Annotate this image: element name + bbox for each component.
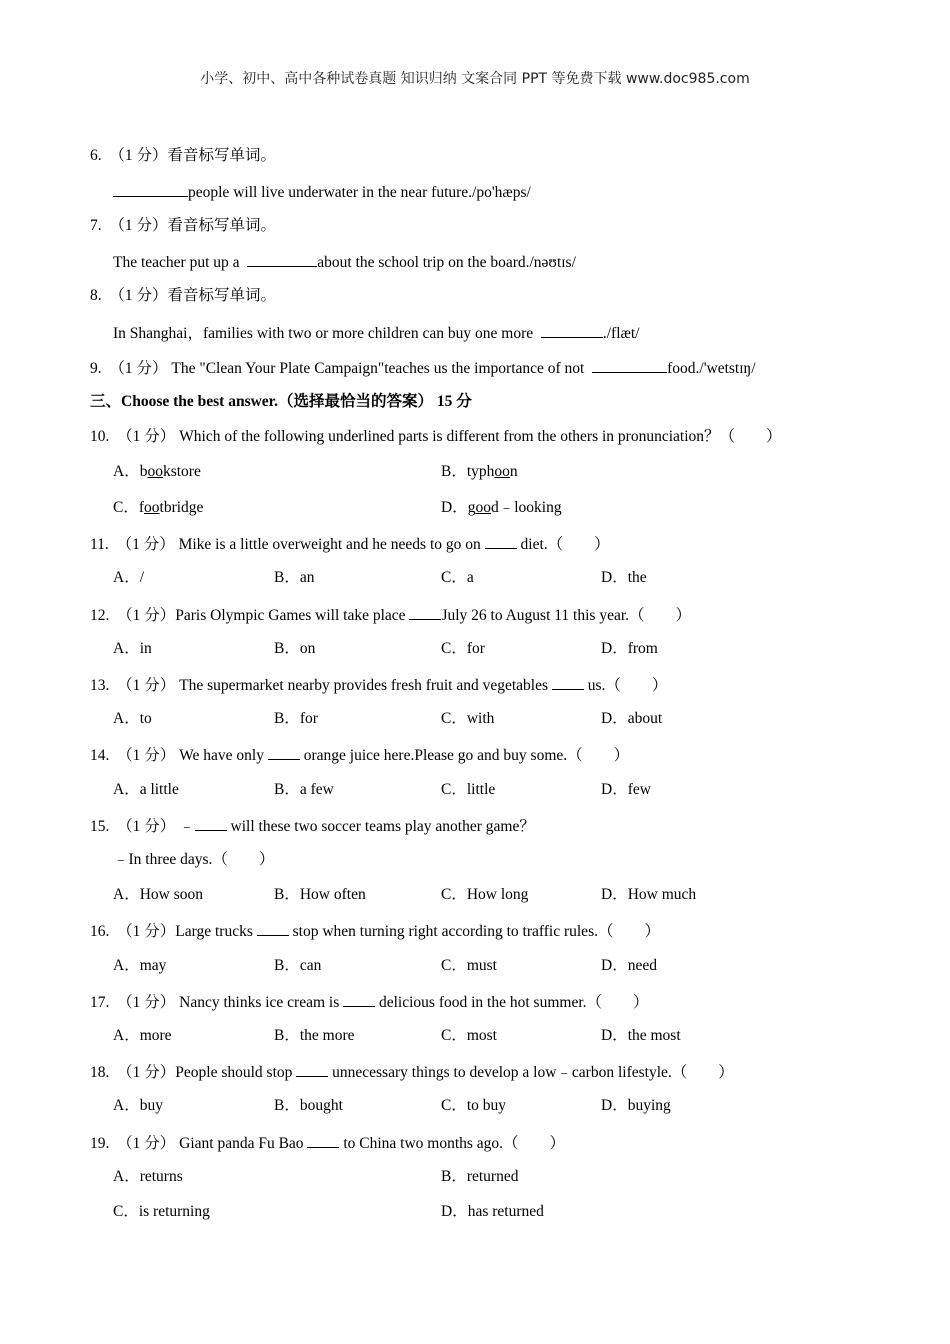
- answer-blank: [195, 815, 227, 831]
- answer-blank: [257, 920, 289, 936]
- option-a[interactable]: A．/: [113, 569, 145, 586]
- option-b[interactable]: B．typhoon: [441, 463, 518, 480]
- question-14: 14. （1 分） We have only orange juice here.Please go and buy some.（ ）: [90, 744, 629, 766]
- option-d[interactable]: D．the most: [601, 1027, 681, 1044]
- question-19: 19. （1 分） Giant panda Fu Bao to China two months ago.（ ）: [90, 1132, 565, 1154]
- option-c[interactable]: C．How long: [441, 886, 529, 903]
- option-b[interactable]: B．bought: [274, 1097, 343, 1114]
- option-b[interactable]: B．on: [274, 640, 316, 657]
- option-c[interactable]: C．footbridge: [113, 499, 204, 516]
- question-11: 11. （1 分） Mike is a little overweight and he needs to go on diet.（ ）: [90, 533, 610, 555]
- question-6-body: people will live underwater in the near future./po'hæps/: [113, 181, 531, 203]
- option-a[interactable]: A．more: [113, 1027, 172, 1044]
- option-d[interactable]: D．from: [601, 640, 658, 657]
- option-d[interactable]: D．need: [601, 957, 657, 974]
- question-10: 10. （1 分） Which of the following underlined parts is different from the others in pronunciation？（ ）: [90, 428, 782, 445]
- answer-blank[interactable]: [592, 357, 667, 373]
- option-d[interactable]: D．few: [601, 781, 651, 798]
- option-d[interactable]: D．has returned: [441, 1203, 544, 1220]
- option-b[interactable]: B．for: [274, 710, 318, 727]
- question-12: 12. （1 分）Paris Olympic Games will take place July 26 to August 11 this year.（ ）: [90, 604, 691, 626]
- option-d[interactable]: D．good﹣looking: [441, 499, 562, 516]
- question-8-body: In Shanghai，families with two or more children can buy one more ./flæt/: [113, 322, 639, 344]
- section-title: 三、Choose the best answer.（选择最恰当的答案） 15 分: [90, 393, 472, 410]
- answer-blank[interactable]: [247, 251, 317, 267]
- answer-blank: [296, 1061, 328, 1077]
- option-b[interactable]: B．returned: [441, 1168, 519, 1185]
- option-c[interactable]: C．to buy: [441, 1097, 507, 1114]
- option-b[interactable]: B．an: [274, 569, 315, 586]
- option-c[interactable]: C．must: [441, 957, 497, 974]
- option-b[interactable]: B．How often: [274, 886, 366, 903]
- question-9: 9. （1 分） The "Clean Your Plate Campaign"teaches us the importance of not food./'wetstɪŋ/: [90, 357, 756, 379]
- option-d[interactable]: D．the: [601, 569, 647, 586]
- answer-blank: [307, 1132, 339, 1148]
- answer-blank[interactable]: [541, 322, 603, 338]
- option-c[interactable]: C．little: [441, 781, 496, 798]
- question-6-title: 6. （1 分）看音标写单词。: [90, 147, 277, 164]
- option-a[interactable]: A．in: [113, 640, 152, 657]
- option-d[interactable]: D．How much: [601, 886, 697, 903]
- answer-blank[interactable]: [113, 181, 188, 197]
- question-8-title: 8. （1 分）看音标写单词。: [90, 287, 277, 304]
- answer-blank: [268, 744, 300, 760]
- page-header: 小学、初中、高中各种试卷真题 知识归纳 文案合同 PPT 等免费下载 www.doc985.com: [200, 71, 750, 87]
- answer-blank: [552, 674, 584, 690]
- question-7-title: 7. （1 分）看音标写单词。: [90, 217, 277, 234]
- option-a[interactable]: A．may: [113, 957, 167, 974]
- option-a[interactable]: A．returns: [113, 1168, 183, 1185]
- option-c[interactable]: C．most: [441, 1027, 497, 1044]
- question-16: 16. （1 分）Large trucks stop when turning right according to traffic rules.（ ）: [90, 920, 660, 942]
- option-d[interactable]: D．about: [601, 710, 663, 727]
- answer-blank: [485, 533, 517, 549]
- question-17: 17. （1 分） Nancy thinks ice cream is delicious food in the hot summer.（ ）: [90, 991, 649, 1013]
- option-a[interactable]: A．How soon: [113, 886, 203, 903]
- option-b[interactable]: B．a few: [274, 781, 334, 798]
- question-15-reply: ﹣In three days.（ ）: [113, 851, 275, 868]
- question-18: 18. （1 分）People should stop unnecessary things to develop a low﹣carbon lifestyle.（ ）: [90, 1061, 734, 1083]
- option-c[interactable]: C．a: [441, 569, 474, 586]
- option-c[interactable]: C．for: [441, 640, 485, 657]
- option-a[interactable]: A．a little: [113, 781, 179, 798]
- question-13: 13. （1 分） The supermarket nearby provides fresh fruit and vegetables us.（ ）: [90, 674, 667, 696]
- question-15: 15. （1 分） ﹣ will these two soccer teams play another game？: [90, 815, 535, 837]
- answer-blank: [409, 604, 441, 620]
- question-7-body: The teacher put up a about the school trip on the board./nəʊtɪs/: [113, 251, 576, 273]
- option-b[interactable]: B．the more: [274, 1027, 355, 1044]
- option-b[interactable]: B．can: [274, 957, 322, 974]
- option-d[interactable]: D．buying: [601, 1097, 671, 1114]
- option-a[interactable]: A．buy: [113, 1097, 163, 1114]
- answer-blank: [343, 991, 375, 1007]
- option-c[interactable]: C．with: [441, 710, 495, 727]
- option-a[interactable]: A．bookstore: [113, 463, 201, 480]
- option-c[interactable]: C．is returning: [113, 1203, 210, 1220]
- option-a[interactable]: A．to: [113, 710, 152, 727]
